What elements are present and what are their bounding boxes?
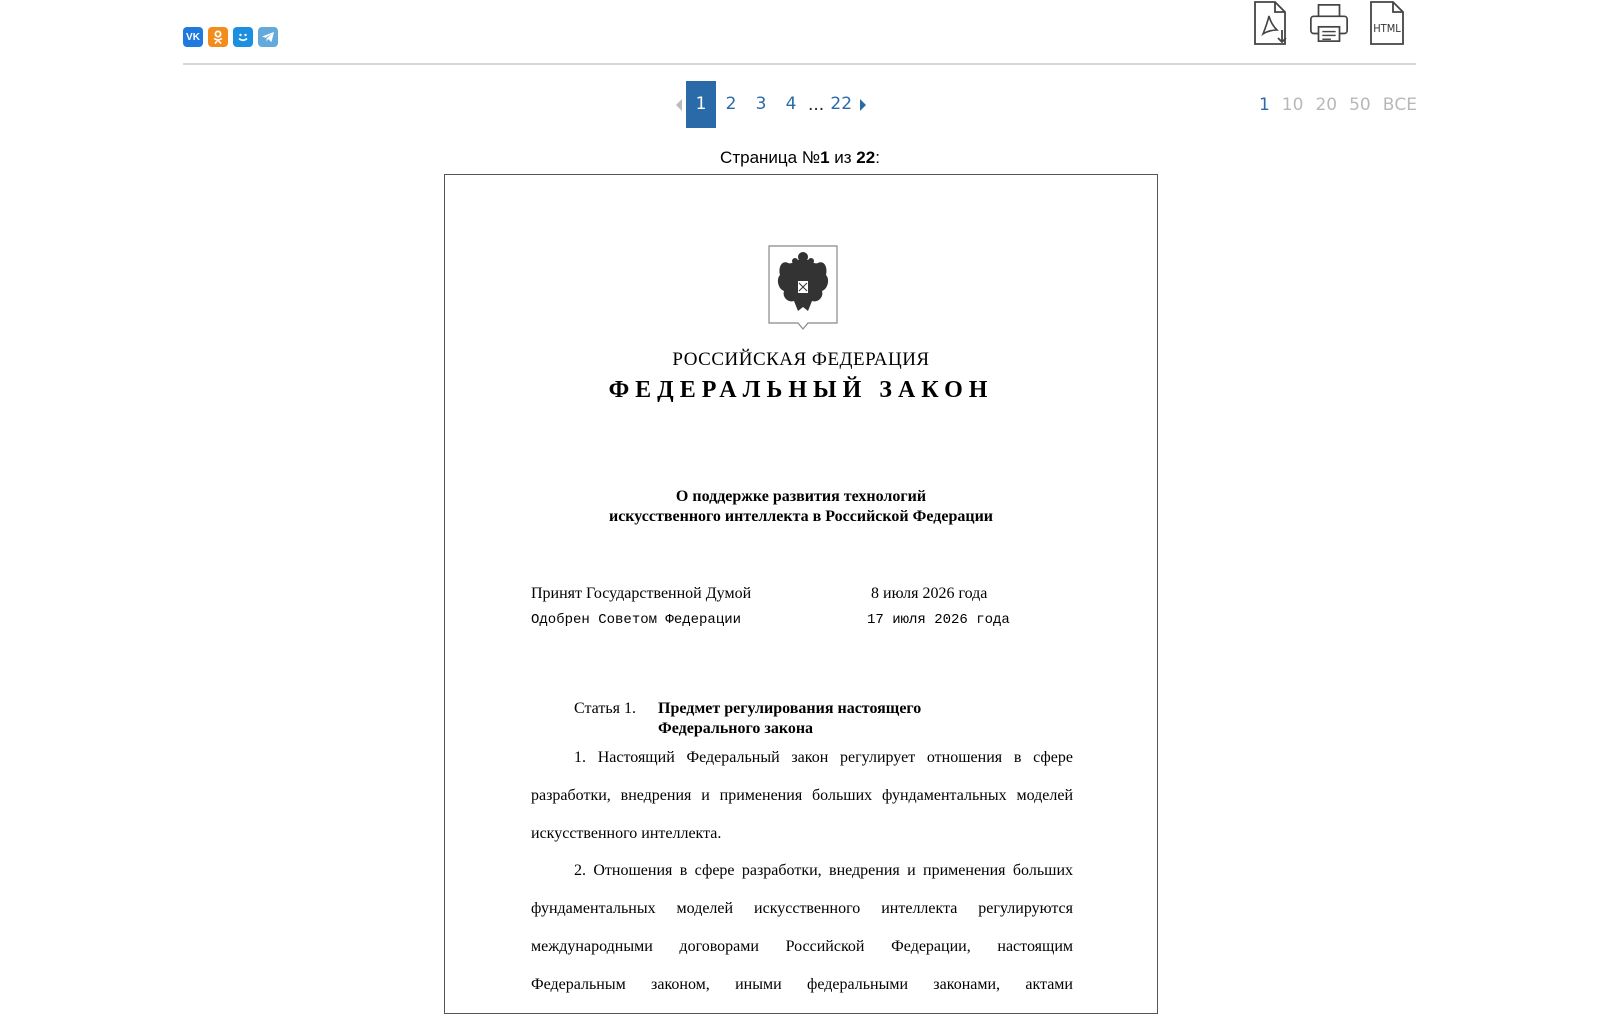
paragraph-line: Федеральным законом, иными федеральными законами, актами — [531, 976, 1073, 993]
prev-page-icon[interactable] — [672, 81, 686, 128]
paragraph-1 — [531, 739, 1073, 853]
page-link-1[interactable]: 1 — [686, 81, 716, 128]
paragraph-2 — [531, 852, 1073, 1004]
paragraph-line: международными договорами Российской Федерации, настоящим — [531, 938, 1073, 955]
page-link-3[interactable]: 3 — [755, 94, 767, 114]
law-title-line-1: О поддержке развития технологий — [675, 488, 927, 505]
vk-share-icon[interactable] — [183, 27, 203, 47]
caption-total-pages: 22 — [856, 148, 876, 167]
pagination-ellipsis: ... — [808, 94, 825, 115]
pdf-download-icon[interactable] — [1250, 0, 1292, 46]
per-page-option-1[interactable]: 1 — [1258, 94, 1270, 115]
paragraph-line: разработки, внедрения и применения больших фундаментальных моделей — [531, 787, 1073, 804]
html-export-icon[interactable] — [1366, 0, 1408, 46]
html-icon-label: HTML — [1373, 22, 1401, 35]
adopted-date: 8 июля 2026 года — [871, 585, 988, 602]
per-page-option-all[interactable]: ВСЕ — [1382, 94, 1417, 115]
document-page-image — [444, 174, 1158, 1014]
next-page-icon[interactable] — [856, 81, 870, 128]
top-toolbar — [183, 0, 1416, 65]
country-heading: РОССИЙСКАЯ ФЕДЕРАЦИЯ — [672, 349, 930, 370]
per-page-option-10[interactable]: 10 — [1281, 94, 1304, 115]
document-tools — [1250, 0, 1408, 46]
approved-date: 17 июля 2026 года — [867, 612, 1010, 628]
law-title-line-2: искусственного интеллекта в Российской Федерации — [608, 508, 994, 525]
pagination — [672, 81, 870, 128]
article-title: Предмет регулирования настоящего Федерального закона — [658, 700, 922, 737]
mailru-share-icon[interactable] — [233, 27, 253, 47]
print-icon[interactable] — [1308, 0, 1350, 46]
vk-label: VK — [186, 31, 200, 43]
article-number: Статья 1. — [574, 700, 636, 717]
page-link-2[interactable]: 2 — [725, 94, 737, 114]
caption-prefix: Страница № — [720, 148, 821, 167]
approved-label: Одобрен Советом Федерации — [531, 612, 742, 628]
caption-suffix: : — [875, 148, 880, 167]
ok-share-icon[interactable] — [208, 27, 228, 47]
paragraph-line: фундаментальных моделей искусственного интеллекта регулируются — [531, 900, 1073, 917]
per-page-option-20[interactable]: 20 — [1315, 94, 1338, 115]
paragraph-line: искусственного интеллекта. — [531, 825, 722, 842]
law-type-heading: ФЕДЕРАЛЬНЫЙ ЗАКОН — [608, 377, 994, 403]
pages-per-view-selector — [1259, 81, 1417, 128]
page-link-4[interactable]: 4 — [785, 94, 797, 114]
paragraph-line: 1. Настоящий Федеральный закон регулирует отношения в сфере — [574, 749, 1073, 766]
caption-current-page: 1 — [820, 148, 830, 167]
page-link-last[interactable]: 22 — [830, 94, 853, 114]
adopted-label: Принят Государственной Думой — [531, 585, 752, 602]
caption-middle: из — [829, 148, 857, 167]
per-page-option-50[interactable]: 50 — [1349, 94, 1371, 115]
coat-of-arms-emblem — [768, 245, 838, 331]
paragraph-line: 2. Отношения в сфере разработки, внедрения и применения больших — [574, 862, 1073, 879]
page-caption — [0, 148, 1600, 168]
telegram-share-icon[interactable] — [258, 27, 278, 47]
law-title — [445, 487, 1157, 527]
share-buttons — [183, 27, 278, 47]
